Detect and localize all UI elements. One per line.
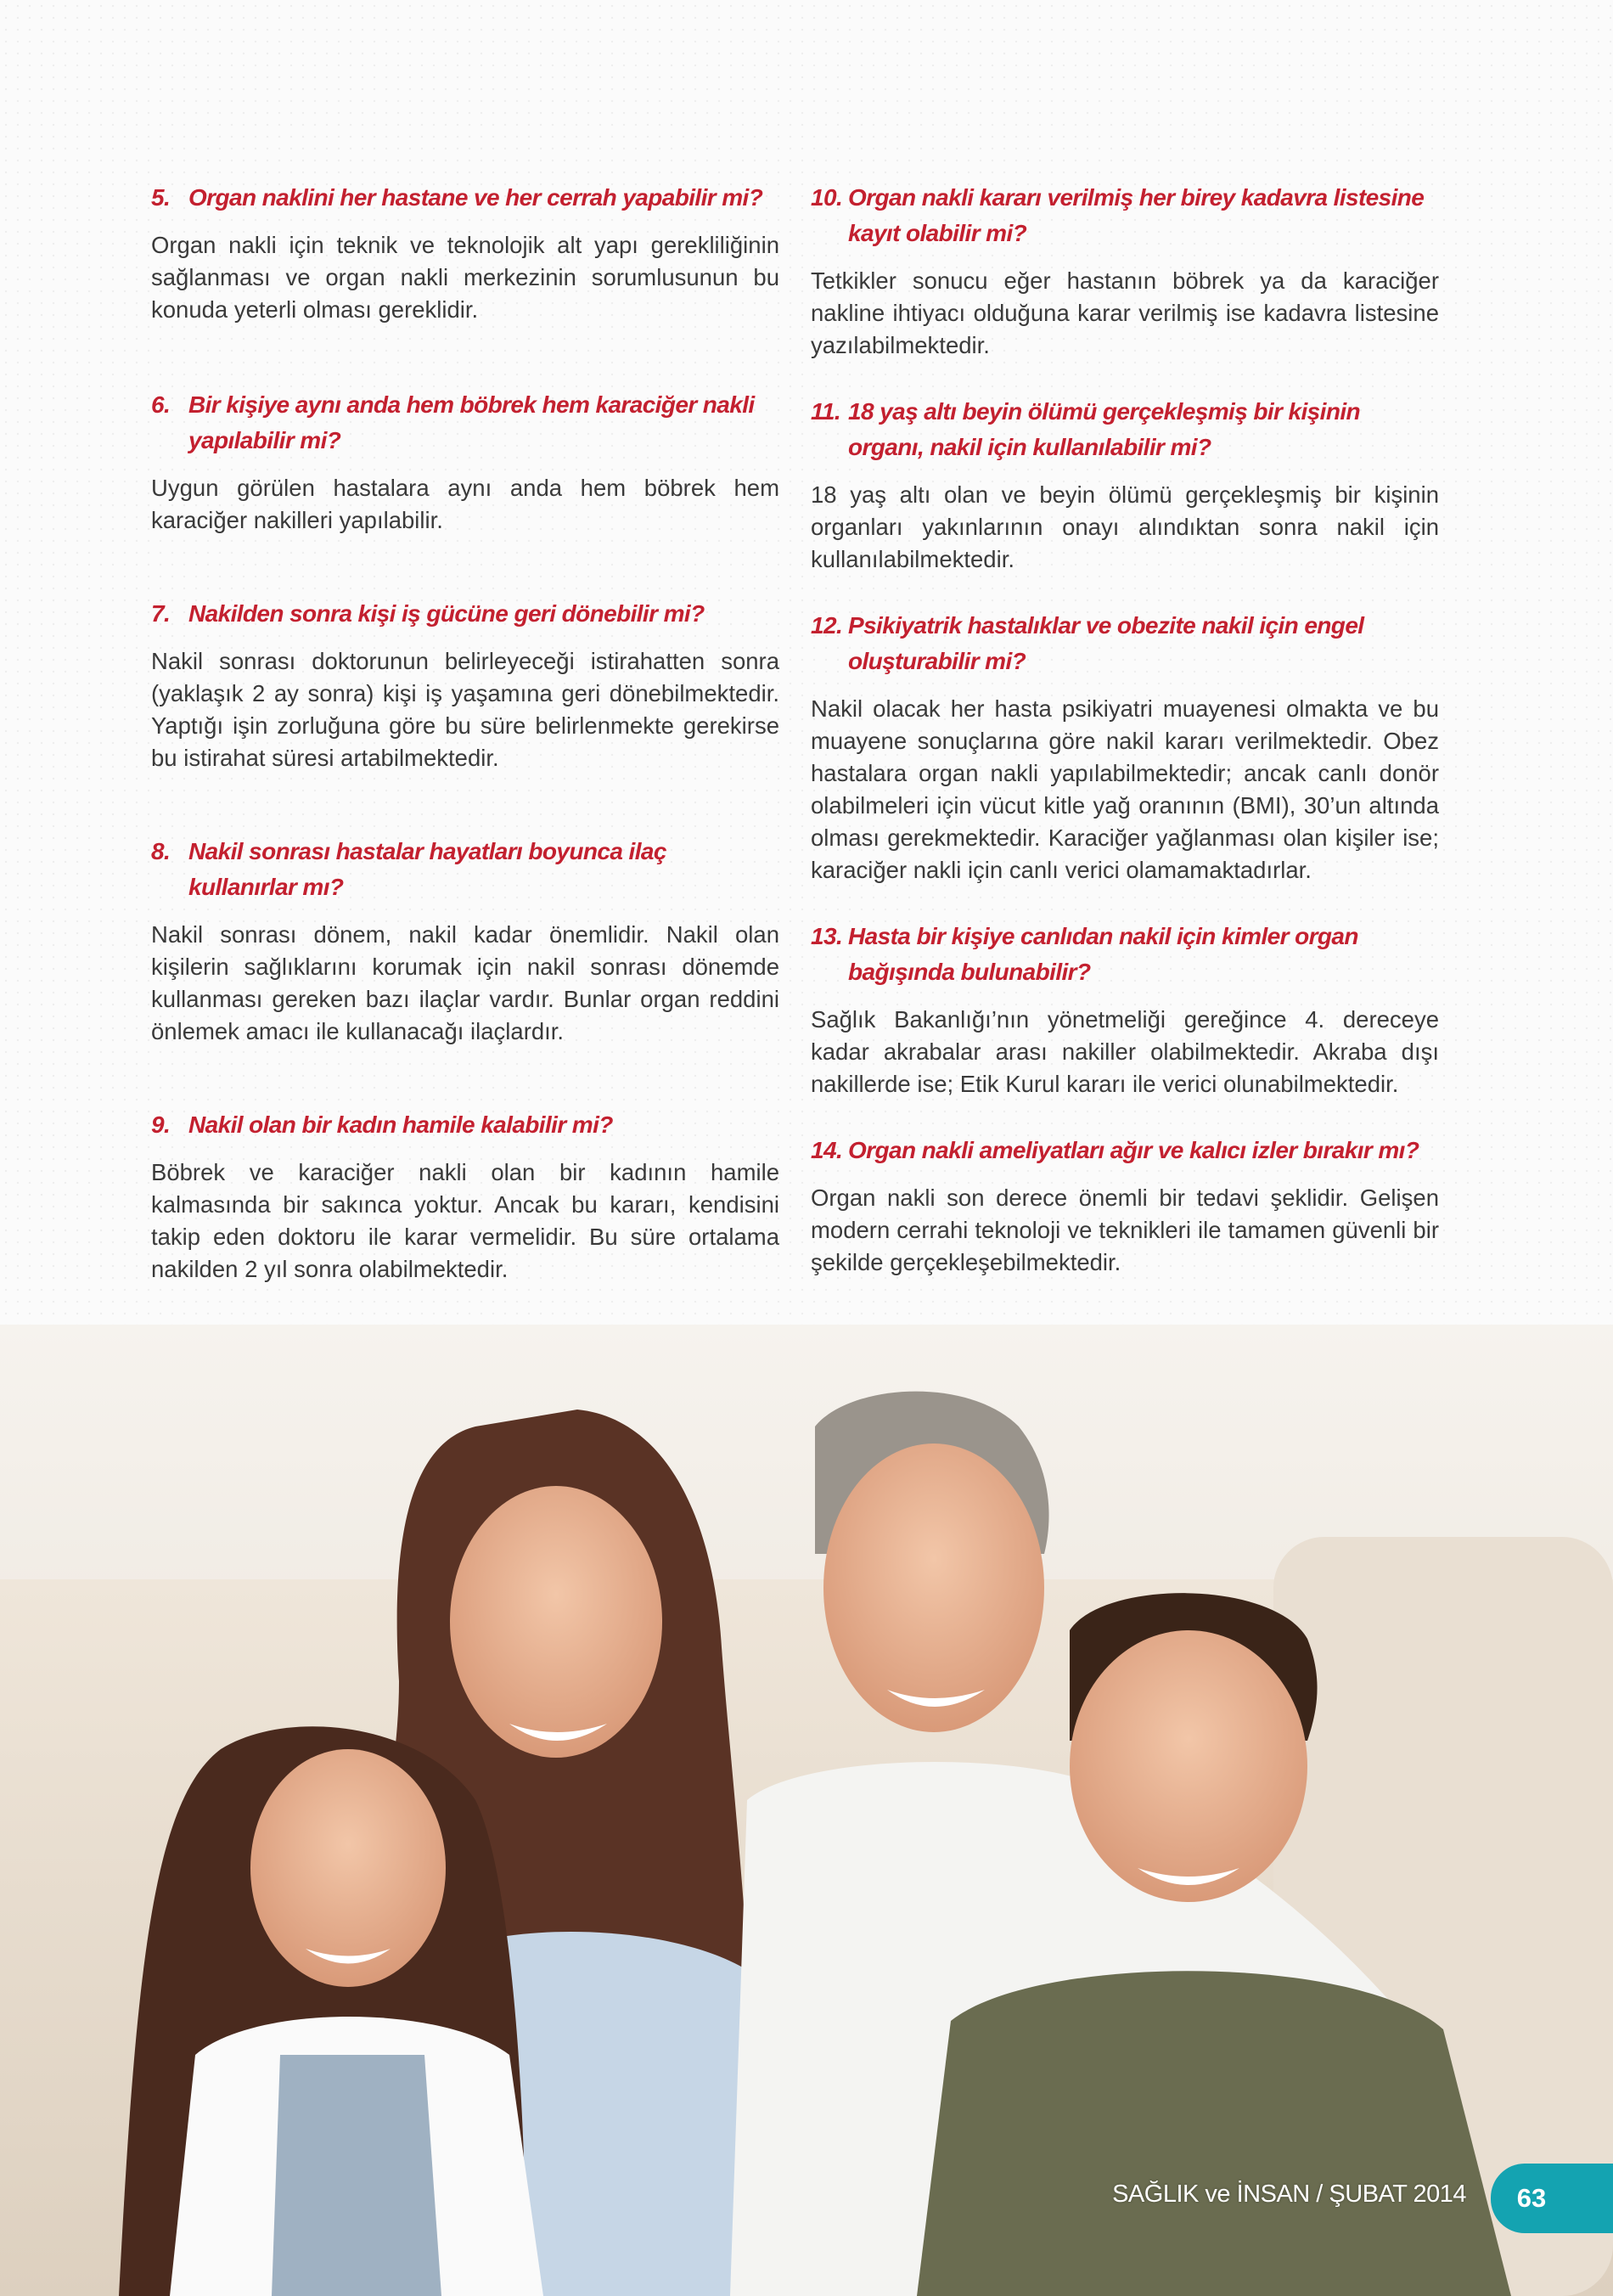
right-column [811,180,1439,1311]
question-heading [151,596,779,632]
question-text: Nakil olan bir kadın hamile kalabilir mi? [188,1111,613,1138]
question-text: Organ nakli kararı verilmiş her birey kadavra listesine kayıt olabilir mi? [848,184,1425,246]
question-number: 6. [151,391,171,418]
question-text: Hasta bir kişiye canlıdan nakil için kimler organ bağışında bulunabilir? [848,923,1358,985]
left-column [151,180,779,1345]
page-number: 63 [1516,2183,1547,2213]
question-number: 7. [151,600,171,627]
question-heading [151,1107,779,1143]
question-number: 12. [811,612,843,639]
question-heading [151,834,779,905]
question-heading [151,387,779,459]
question-number: 5. [151,184,171,211]
question-number: 10. [811,184,843,211]
question-text: Organ naklini her hastane ve her cerrah yapabilir mi? [188,184,763,211]
faq-item-7 [151,596,779,774]
answer-text: 18 yaş altı olan ve beyin ölümü gerçekleşmiş bir kişinin organları yakınlarının onayı alındıktan sonra nakil için kullanılabilmektedir. [811,481,1439,572]
question-number: 9. [151,1111,171,1138]
faq-item-8 [151,834,779,1048]
question-heading [811,608,1439,679]
question-heading [151,180,779,216]
answer-text: Organ nakli son derece önemli bir tedavi şeklidir. Gelişen modern cerrahi teknoloji ve teknikleri ile tamamen güvenli bir şekilde gerçekleşebilmektedir. [811,1185,1439,1275]
question-text: Organ nakli ameliyatları ağır ve kalıcı izler bırakır mı? [848,1137,1419,1163]
family-photo [0,1325,1613,2296]
faq-item-9 [151,1107,779,1286]
question-text: 18 yaş altı beyin ölümü gerçekleşmiş bir kişinin organı, nakil için kullanılabilir mi? [848,398,1361,460]
question-heading [811,394,1439,465]
faq-item-10 [811,180,1439,362]
question-heading [811,180,1439,251]
answer-text: Nakil sonrası dönem, nakil kadar önemlidir. Nakil olan kişilerin sağlıklarını korumak için nakil sonrası dönemde kullanması gereken bazı ilaçlar vardır. Bunlar organ reddini önlemek amacı ile kullanacağı ilaçlardır. [151,921,779,1044]
question-text: Nakilden sonra kişi iş gücüne geri dönebilir mi? [188,600,705,627]
question-heading [811,1133,1439,1168]
answer-text: Tetkikler sonucu eğer hastanın böbrek ya da karaciğer nakline ihtiyacı olduğuna karar verilmiş ise kadavra listesine yazılabilmektedir. [811,267,1439,358]
answer-text: Organ nakli için teknik ve teknolojik alt yapı gerekliliğinin sağlanması ve organ nakli merkezinin sorumlusunun bu konuda yeterli olması gereklidir. [151,232,779,323]
answer-text: Nakil sonrası doktorunun belirleyeceği istirahatten sonra (yaklaşık 2 ay sonra) kişi iş yaşamına geri dönebilmektedir. Yaptığı işin zorluğuna göre bu süre belirlenmekte gerekirse bu istirahat süresi artabilmektedir. [151,648,779,771]
answer-text: Sağlık Bakanlığı’nın yönetmeliği gereğince 4. dereceye kadar akrabalar arası nakiller olabilmektedir. Akraba dışı nakillerde ise; Etik Kurul kararı ile verici olunabilmektedir. [811,1006,1439,1097]
question-number: 14. [811,1137,843,1163]
faq-item-13 [811,919,1439,1100]
question-text: Psikiyatrik hastalıklar ve obezite nakil için engel oluşturabilir mi? [848,612,1364,674]
faq-item-12 [811,608,1439,886]
question-number: 8. [151,838,171,864]
question-heading [811,919,1439,990]
question-text: Nakil sonrası hastalar hayatları boyunca ilaç kullanırlar mı? [188,838,666,900]
question-text: Bir kişiye aynı anda hem böbrek hem karaciğer nakli yapılabilir mi? [188,391,755,453]
question-number: 11. [811,398,841,425]
family-illustration [0,1325,1613,2296]
faq-item-6 [151,387,779,537]
faq-item-11 [811,394,1439,576]
faq-item-5 [151,180,779,326]
answer-text: Uygun görülen hastalara aynı anda hem böbrek hem karaciğer nakilleri yapılabilir. [151,475,779,533]
magazine-footer-title: SAĞLIK ve İNSAN / ŞUBAT 2014 [1112,2181,1466,2208]
answer-text: Nakil olacak her hasta psikiyatri muayenesi olmakta ve bu muayene sonuçlarına göre nakil kararı verilmektedir. Obez hastalara organ nakli yapılabilmektedir; ancak canlı donör olabilmeleri için vücut kitle yağ oranının (BMI), 30’un altında olması gerekmektedir. Karaciğer yağlanması olan kişiler ise; karaciğer nakli için canlı verici olamamaktadırlar. [811,695,1439,883]
faq-item-14 [811,1133,1439,1279]
answer-text: Böbrek ve karaciğer nakli olan bir kadının hamile kalmasında bir sakınca yoktur. Ancak bu kararı, kendisini takip eden doktoru ile karar vermelidir. Bu süre ortalama nakilden 2 yıl sonra olabilmektedir. [151,1159,779,1282]
question-number: 13. [811,923,843,949]
